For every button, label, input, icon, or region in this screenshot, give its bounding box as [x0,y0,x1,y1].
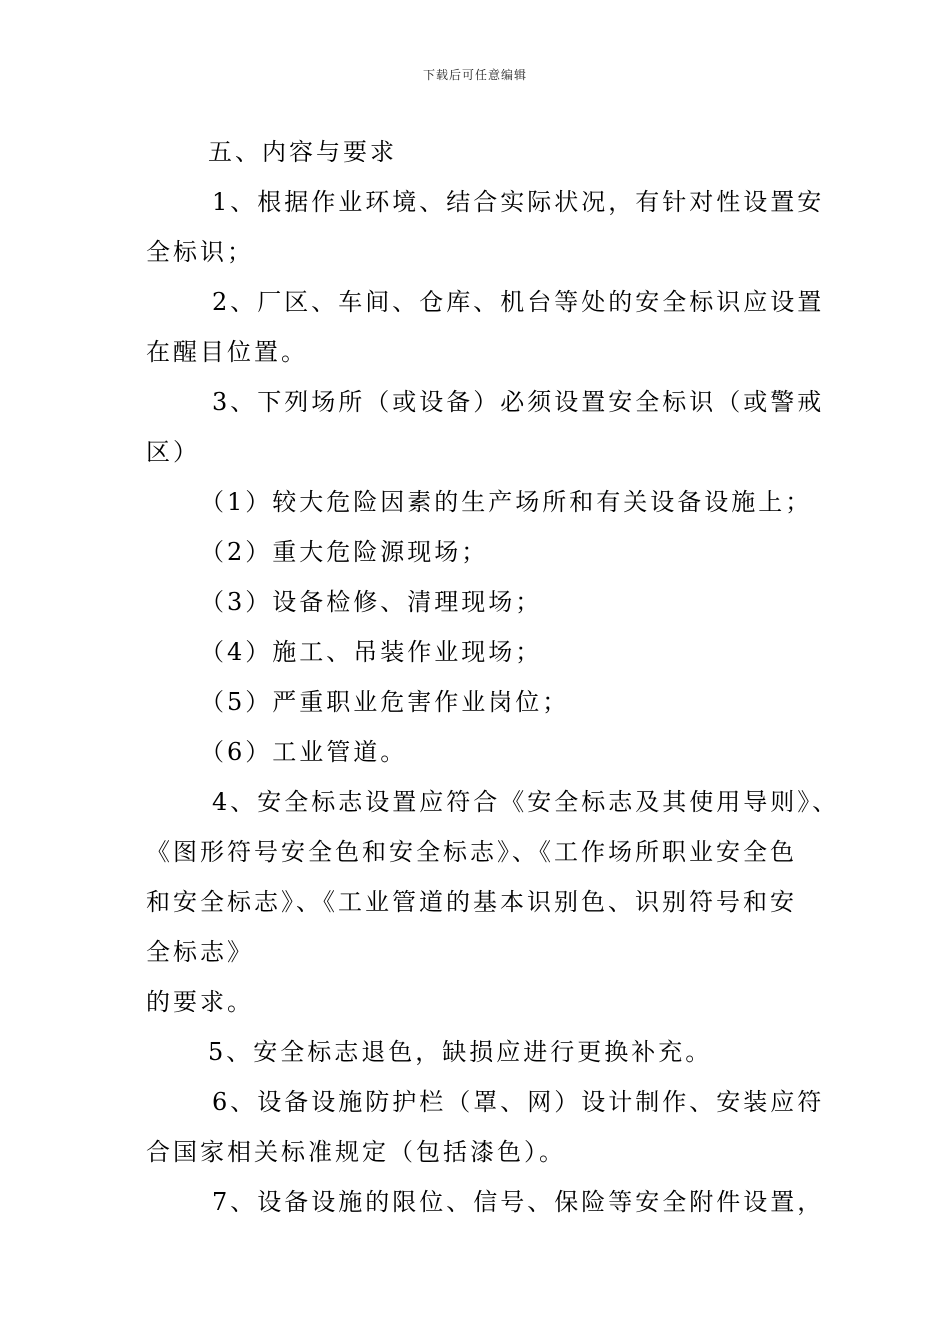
list-item: （5）严重职业危害作业岗位； [200,688,570,716]
paragraph-line: 区） [146,438,200,466]
section-heading: 五、内容与要求 [208,138,397,166]
paragraph-line: 5、安全标志退色，缺损应进行更换补充。 [208,1038,713,1066]
list-item: （1）较大危险因素的生产场所和有关设备设施上； [200,488,813,516]
paragraph-line: 7、设备设施的限位、信号、保险等安全附件设置， [212,1188,825,1216]
list-item: （2）重大危险源现场； [200,538,489,566]
paragraph-line: 《图形符号安全色和安全标志》、《工作场所职业安全色 [146,838,797,866]
list-item: （3）设备检修、清理现场； [200,588,543,616]
paragraph-line: 全标志》 [146,938,254,966]
paragraph-line: 和安全标志》、《工业管道的基本识别色、识别符号和安 [146,888,797,916]
paragraph-line: 3、下列场所（或设备）必须设置安全标识（或警戒 [212,388,825,416]
page-header: 下载后可任意编辑 [422,68,527,82]
list-item: （4）施工、吊装作业现场； [200,638,543,666]
paragraph-line: 的要求。 [146,988,254,1016]
paragraph-line: 2、厂区、车间、仓库、机台等处的安全标识应设置 [212,288,825,316]
paragraph-line: 合国家相关标准规定（包括漆色）。 [146,1138,566,1166]
paragraph-line: 全标识； [146,238,254,266]
paragraph-line: 1、根据作业环境、结合实际状况，有针对性设置安 [212,188,825,216]
paragraph-line: 在醒目位置。 [146,338,308,366]
list-item: （6）工业管道。 [200,738,408,766]
paragraph-line: 4、安全标志设置应符合《安全标志及其使用导则》、 [212,788,840,816]
paragraph-line: 6、设备设施防护栏（罩、网）设计制作、安装应符 [212,1088,825,1116]
